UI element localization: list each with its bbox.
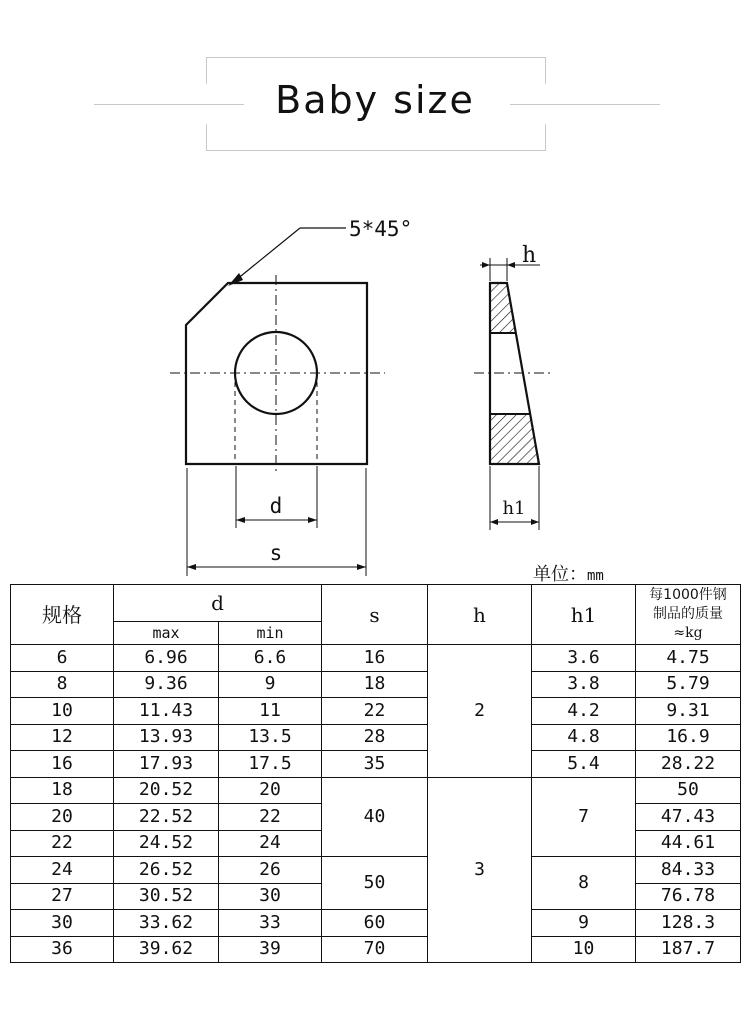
table-row [11, 777, 741, 804]
unit-label-text: 单位： [533, 564, 587, 585]
cell-mass: 128.3 [636, 910, 741, 937]
header-mass-line2: 制品的质量 [653, 606, 723, 622]
cell-mass: 28.22 [636, 751, 741, 778]
cell-h1: 9 [532, 910, 636, 937]
table-row [11, 936, 741, 963]
d-arrow-right [308, 517, 317, 523]
s-dimension-label: s [269, 541, 283, 565]
side-view [474, 243, 552, 530]
d-dimension-label: d [269, 494, 283, 518]
cell-spec: 24 [11, 857, 114, 884]
cell-s: 16 [322, 645, 428, 672]
header-h: h [428, 585, 532, 645]
chamfer-label: 5*45° [349, 217, 413, 241]
header-mass [636, 585, 741, 645]
cell-d-max: 9.36 [114, 671, 219, 698]
cell-spec: 6 [11, 645, 114, 672]
title-area [0, 0, 750, 170]
cell-spec: 22 [11, 830, 114, 857]
unit-value: mm [587, 568, 604, 584]
cell-d-min: 22 [219, 804, 322, 831]
header-s: s [322, 585, 428, 645]
cell-d-max: 13.93 [114, 724, 219, 751]
cell-mass: 187.7 [636, 936, 741, 963]
cell-h1: 4.2 [532, 698, 636, 725]
cell-h1: 3.8 [532, 671, 636, 698]
cell-s: 18 [322, 671, 428, 698]
cell-d-max: 26.52 [114, 857, 219, 884]
cell-d-min: 30 [219, 883, 322, 910]
cell-h1: 10 [532, 936, 636, 963]
cell-spec: 18 [11, 777, 114, 804]
cell-spec: 12 [11, 724, 114, 751]
cell-spec: 27 [11, 883, 114, 910]
cell-mass: 5.79 [636, 671, 741, 698]
cell-h1: 3.6 [532, 645, 636, 672]
cell-mass: 76.78 [636, 883, 741, 910]
table-row [11, 698, 741, 725]
table-row [11, 645, 741, 672]
page-title: Baby size [275, 78, 475, 122]
cell-d-min: 17.5 [219, 751, 322, 778]
cell-d-min: 26 [219, 857, 322, 884]
unit-label [533, 560, 604, 586]
front-view [170, 217, 412, 576]
cell-h1: 4.8 [532, 724, 636, 751]
cell-d-max: 6.96 [114, 645, 219, 672]
h1-arrow-right [531, 519, 539, 525]
cell-spec: 20 [11, 804, 114, 831]
cell-s-merged: 50 [322, 857, 428, 910]
cell-d-max: 20.52 [114, 777, 219, 804]
cell-mass: 9.31 [636, 698, 741, 725]
cell-d-max: 22.52 [114, 804, 219, 831]
cell-d-min: 20 [219, 777, 322, 804]
washer-technical-drawing [0, 200, 750, 580]
cell-s-merged: 40 [322, 777, 428, 857]
header-d-min: min [219, 622, 322, 645]
cell-spec: 10 [11, 698, 114, 725]
cell-s: 70 [322, 936, 428, 963]
d-arrow-left [236, 517, 245, 523]
spec-table [10, 584, 741, 963]
table-row [11, 724, 741, 751]
cell-spec: 30 [11, 910, 114, 937]
cell-mass: 4.75 [636, 645, 741, 672]
table-row [11, 751, 741, 778]
chamfer-leader-diagonal [236, 228, 300, 280]
cell-s: 22 [322, 698, 428, 725]
h-arrow-right [507, 262, 515, 268]
cell-d-max: 33.62 [114, 910, 219, 937]
header-d-max: max [114, 622, 219, 645]
cell-d-min: 6.6 [219, 645, 322, 672]
h-dimension-label: h [522, 243, 537, 268]
h-arrow-left [482, 262, 490, 268]
cell-d-min: 33 [219, 910, 322, 937]
h1-arrow-left [490, 519, 498, 525]
title-frame-bottom [206, 124, 546, 151]
cell-d-max: 24.52 [114, 830, 219, 857]
cell-d-min: 9 [219, 671, 322, 698]
cell-mass: 50 [636, 777, 741, 804]
cell-d-max: 17.93 [114, 751, 219, 778]
cell-d-min: 24 [219, 830, 322, 857]
cell-s: 60 [322, 910, 428, 937]
cell-d-max: 39.62 [114, 936, 219, 963]
cell-h-merged: 2 [428, 645, 532, 778]
s-arrow-right [357, 564, 366, 570]
cell-d-max: 11.43 [114, 698, 219, 725]
cell-h-merged: 3 [428, 777, 532, 963]
header-mass-line1: 每1000件钢 [649, 587, 727, 603]
cell-h1-merged: 8 [532, 857, 636, 910]
cell-h1-merged: 7 [532, 777, 636, 857]
h1-dimension-label: h1 [502, 498, 526, 519]
cell-spec: 16 [11, 751, 114, 778]
cell-s: 28 [322, 724, 428, 751]
s-arrow-left [187, 564, 196, 570]
table-row [11, 857, 741, 884]
cell-spec: 8 [11, 671, 114, 698]
header-spec: 规格 [11, 585, 114, 645]
cell-mass: 47.43 [636, 804, 741, 831]
cell-d-min: 11 [219, 698, 322, 725]
cell-mass: 44.61 [636, 830, 741, 857]
table-row [11, 671, 741, 698]
header-mass-line3: ≈kg [673, 625, 703, 641]
cell-h1: 5.4 [532, 751, 636, 778]
header-d: d [114, 585, 322, 622]
header-h1: h1 [532, 585, 636, 645]
table-row [11, 910, 741, 937]
cell-d-max: 30.52 [114, 883, 219, 910]
cell-s: 35 [322, 751, 428, 778]
cell-d-min: 13.5 [219, 724, 322, 751]
cell-mass: 84.33 [636, 857, 741, 884]
cell-d-min: 39 [219, 936, 322, 963]
cell-mass: 16.9 [636, 724, 741, 751]
cell-spec: 36 [11, 936, 114, 963]
